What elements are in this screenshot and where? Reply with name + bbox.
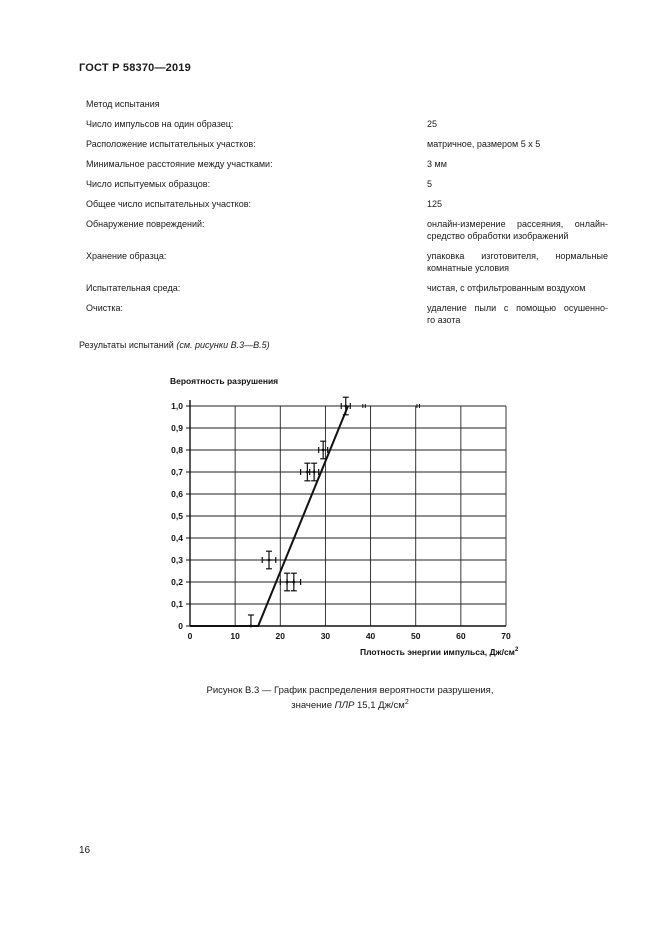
x-axis-label-text: Плотность энергии импульса, Дж/см [360, 647, 515, 657]
param-name: Обнаружение повреждений: [86, 219, 205, 229]
param-name: Метод испытания [86, 99, 160, 109]
caption-sup: 2 [404, 699, 409, 706]
param-value: упаковка изготовителя, нормальные [427, 251, 608, 261]
chart-points [248, 397, 420, 627]
param-value: 5 [427, 179, 433, 189]
caption-line-1: Рисунок В.3 — График распределения вероятности разрушения, [206, 685, 494, 696]
chart-axes [190, 400, 506, 626]
param-value: 25 [427, 119, 438, 129]
y-tick-label: 0,7 [171, 467, 183, 477]
document-header: ГОСТ Р 58370—2019 [79, 62, 191, 74]
param-value: 3 мм [427, 159, 447, 169]
param-name: Число импульсов на один образец: [86, 119, 234, 129]
data-point [319, 441, 328, 459]
x-tick-label: 60 [456, 631, 466, 641]
param-name: Число испытуемых образцов: [86, 179, 211, 189]
param-name: Минимальное расстояние между участками: [86, 159, 273, 169]
y-tick-label: 0 [178, 621, 183, 631]
data-point [341, 397, 350, 415]
y-tick-label: 0,2 [171, 577, 183, 587]
data-point [310, 463, 319, 481]
y-tick-label: 0,5 [171, 511, 183, 521]
page-number: 16 [79, 845, 91, 856]
param-name: Испытательная среда: [86, 283, 181, 293]
y-tick-label: 0,9 [171, 423, 183, 433]
chart-ticks [171, 401, 511, 641]
param-value: чистая, с отфильтрованным воздухом [427, 283, 586, 293]
point-marker [322, 449, 325, 452]
point-marker [292, 581, 295, 584]
results-reference [79, 340, 270, 350]
point-marker [250, 625, 253, 628]
x-tick-label: 0 [187, 631, 193, 641]
caption-line-2 [180, 697, 520, 712]
point-marker [306, 471, 309, 474]
y-tick-label: 0,6 [171, 489, 183, 499]
figure-caption [180, 685, 520, 712]
param-value: 125 [427, 199, 443, 209]
x-tick-label: 10 [230, 631, 240, 641]
param-name: Очистка: [86, 303, 123, 313]
param-value: матричное, размером 5 х 5 [427, 139, 541, 149]
results-text: Результаты испытаний [79, 340, 174, 350]
x-tick-label: 50 [410, 631, 421, 641]
param-value: средство обработки изображений [427, 231, 569, 241]
param-name: Расположение испытательных участков: [86, 139, 256, 149]
point-marker [313, 471, 316, 474]
x-tick-label: 40 [365, 631, 376, 641]
param-name: Общее число испытательных участков: [86, 199, 251, 209]
x-axis-label-sup: 2 [514, 647, 519, 653]
y-tick-label: 0,4 [171, 533, 183, 543]
x-tick-label: 70 [501, 631, 511, 641]
results-figure-ref: (см. рисунки В.3—В.5) [176, 340, 270, 350]
x-tick-label: 20 [275, 631, 286, 641]
caption-value: 15,1 Дж/см [357, 700, 405, 712]
param-value: удаление пыли с помощью осушенно- [427, 303, 608, 313]
x-tick-label: 30 [320, 631, 331, 641]
failure-probability-chart [160, 370, 540, 670]
y-tick-label: 1,0 [171, 401, 183, 411]
caption-abbr: ПЛР [334, 700, 355, 712]
point-marker [268, 559, 271, 562]
y-tick-label: 0,1 [171, 599, 183, 609]
point-marker [344, 405, 347, 408]
param-value: онлайн-измерение рассеяния, онлайн- [427, 219, 608, 229]
param-value: комнатные условия [427, 263, 510, 273]
y-tick-label: 0,3 [171, 555, 183, 565]
data-point [287, 573, 301, 591]
data-point [262, 551, 276, 569]
y-axis-label: Вероятность разрушения [170, 376, 279, 386]
y-tick-label: 0,8 [171, 445, 183, 455]
x-axis-label [360, 647, 519, 657]
param-name: Хранение образца: [86, 251, 167, 261]
param-value: го азота [427, 315, 461, 325]
chart-grid [190, 406, 506, 626]
caption-prefix: значение [291, 700, 332, 712]
